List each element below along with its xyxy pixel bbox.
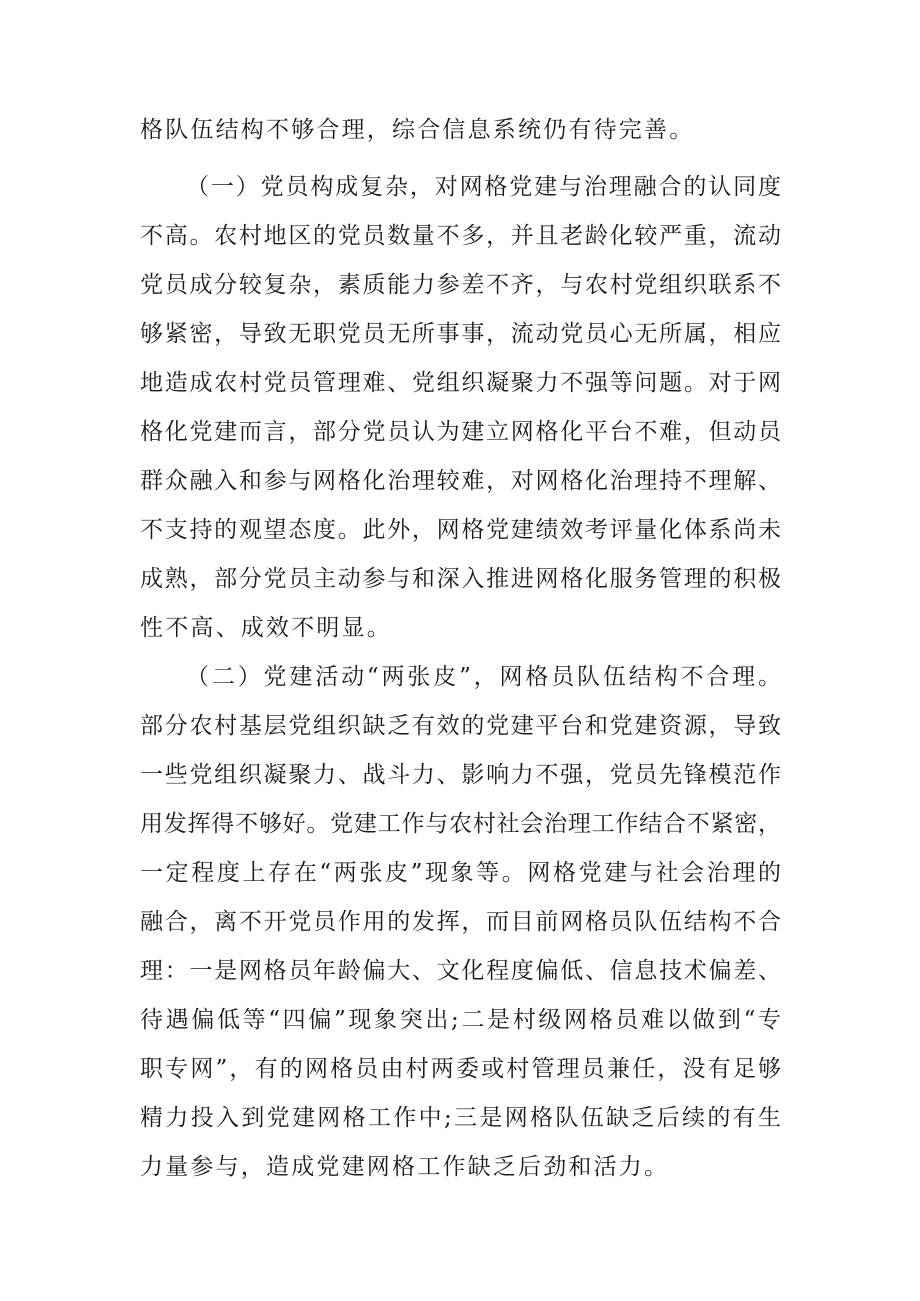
text-line: 精力投入到党建网格工作中;三是网格队伍缺乏后续的有生 <box>140 1105 781 1131</box>
text-line: 不支持的观望态度。此外，网格党建绩效考评量化体系尚未 <box>140 517 781 543</box>
text-line: 理：一是网格员年龄偏大、文化程度偏低、信息技术偏差、 <box>140 958 781 984</box>
text-line: 格化党建而言，部分党员认为建立网格化平台不难，但动员 <box>140 419 781 445</box>
paragraph-continuation <box>140 106 781 155</box>
text-line: 职专网”，有的网格员由村两委或村管理员兼任，没有足够 <box>140 1056 781 1082</box>
text-line: 党员成分较复杂，素质能力参差不齐，与农村党组织联系不 <box>140 272 781 298</box>
text-line: 够紧密，导致无职党员无所事事，流动党员心无所属，相应 <box>140 321 781 347</box>
text-line: 部分农村基层党组织缺乏有效的党建平台和党建资源，导致 <box>140 713 781 739</box>
paragraph-section-two <box>140 653 781 1192</box>
text-line: 不高。农村地区的党员数量不多，并且老龄化较严重，流动 <box>140 223 781 249</box>
text-line: 力量参与，造成党建网格工作缺乏后劲和活力。 <box>140 1154 670 1180</box>
text-line: 一些党组织凝聚力、战斗力、影响力不强，党员先锋模范作 <box>140 762 781 788</box>
text-line: 群众融入和参与网格化治理较难，对网格化治理持不理解、 <box>140 468 781 494</box>
section-heading-line: （一）党员构成复杂，对网格党建与治理融合的认同度 <box>186 174 781 200</box>
text-line: 性不高、成效不明显。 <box>140 615 392 641</box>
text-line: 地造成农村党员管理难、党组织凝聚力不强等问题。对于网 <box>140 370 781 396</box>
text-line: 成熟，部分党员主动参与和深入推进网格化服务管理的积极 <box>140 566 781 592</box>
text-line: 融合，离不开党员作用的发挥，而目前网格员队伍结构不合 <box>140 909 781 935</box>
paragraph-section-one <box>140 163 781 653</box>
section-heading-line: （二）党建活动“两张皮”，网格员队伍结构不合理。 <box>186 664 781 690</box>
text-line: 一定程度上存在“两张皮”现象等。网格党建与社会治理的 <box>140 860 781 886</box>
text-line: 用发挥得不够好。党建工作与农村社会治理工作结合不紧密， <box>140 811 781 837</box>
text-line: 格队伍结构不够合理，综合信息系统仍有待完善。 <box>140 117 695 143</box>
text-line: 待遇偏低等“四偏”现象突出;二是村级网格员难以做到“专 <box>140 1007 781 1033</box>
